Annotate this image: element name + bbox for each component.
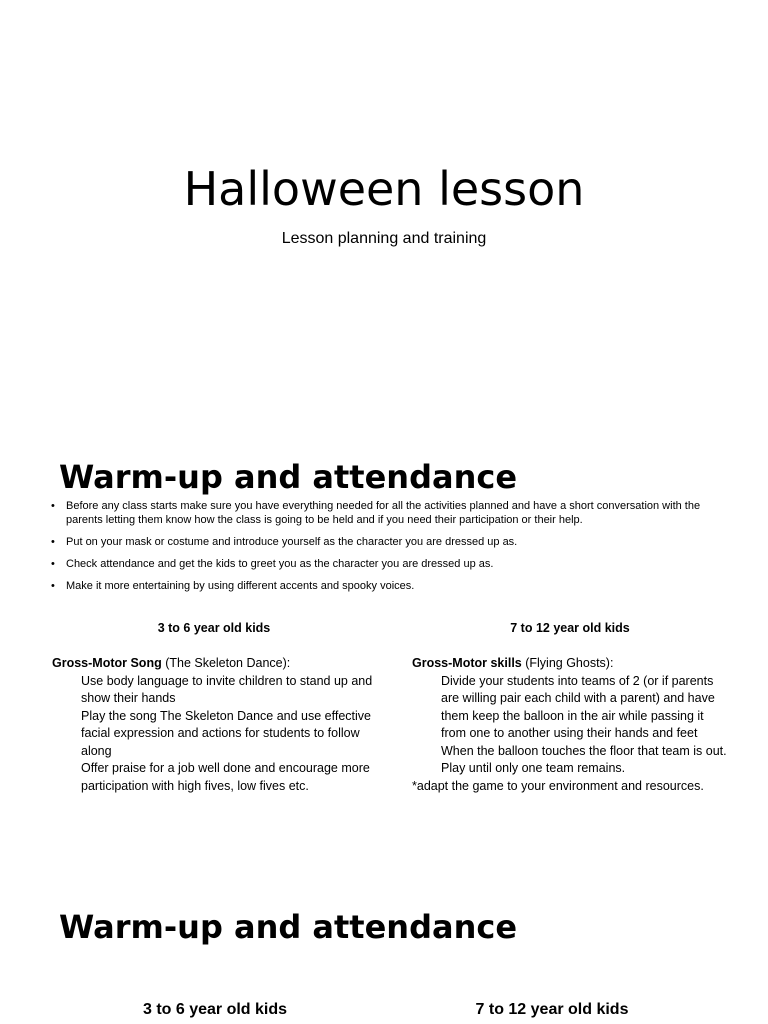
activity-subtitle: (The Skeleton Dance): [161, 656, 291, 670]
activity-note: *adapt the game to your environment and resources. [412, 778, 704, 793]
section-heading: Warm-up and attendance [59, 458, 518, 496]
activity-step: Play until only one team remains. [441, 761, 626, 775]
activity-step: When the balloon touches the floor that team is out. [441, 743, 727, 758]
column-header-older: 7 to 12 year old kids [475, 1001, 629, 1018]
activity-name: Gross-Motor Song [52, 656, 162, 670]
activity-step: Play the song The Skeleton Dance and use effective facial expression and actions for students to follow along [81, 708, 372, 758]
activity-step: Offer praise for a job well done and encourage more participation with high fives, low fives etc. [81, 761, 370, 793]
bullet-item: • Make it more entertaining by using different accents and spooky voices. [48, 579, 708, 593]
activity-name: Gross-Motor skills [412, 656, 522, 670]
bullet-item: • Check attendance and get the kids to greet you as the character you are dressed up as. [48, 557, 708, 571]
activity-title [52, 655, 382, 673]
column-header-older: 7 to 12 year old kids [510, 621, 630, 635]
activity-step: Divide your students into teams of 2 (or if parents are willing pair each child with a parent) and have them keep the balloon in the air while passing it from one to another using their hands and feet [441, 673, 715, 740]
activity-title [412, 655, 730, 673]
section-heading: Warm-up and attendance [59, 908, 518, 946]
activity-young [52, 655, 382, 795]
activity-older [412, 655, 730, 795]
activity-subtitle: (Flying Ghosts): [521, 656, 614, 670]
bullet-list [48, 499, 708, 601]
bullet-item: • Before any class starts make sure you have everything needed for all the activities planned and have a short conversation with the parents letting them know how the class is going to be held and if you need their participation or their help. [48, 499, 708, 527]
bullet-item: • Put on your mask or costume and introduce yourself as the character you are dressed up as. [48, 535, 708, 549]
activity-step: Use body language to invite children to stand up and show their hands [81, 673, 373, 705]
column-header-young: 3 to 6 year old kids [142, 1001, 288, 1018]
slide-title: Halloween lesson [183, 162, 585, 216]
column-header-young: 3 to 6 year old kids [157, 621, 271, 635]
slide-subtitle: Lesson planning and training [281, 230, 487, 247]
